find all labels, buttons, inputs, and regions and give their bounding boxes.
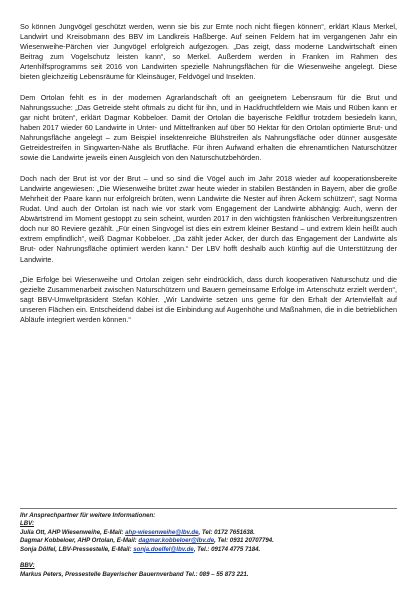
contact-phone: , Tel: 0931 20707794. [214,537,274,545]
contact-text: Julia Ott, AHP Wiesenweihe, E-Mail: [20,528,126,536]
contact-phone: , Tel: 0172 7651638. [198,528,255,536]
contact-text: Sonja Dölfel, LBV-Pressestelle, E-Mail: [20,545,134,553]
paragraph-wiesenweihe: So können Jungvögel geschützt werden, wenn sie bis zur Ernte noch nicht fliegen können“, erklärt Klaus Merkel, Landwirt und Kreisobmann des BBV im Landkreis Haßberge. Auf seinen Feldern hat im vergangenen Jahr ein Wiesenweihe-Pärchen vier Jungvögel erfolgreich aufgezogen. „Das zeigt, dass moderne Landwirtschaft einen Beitrag zum Vogelschutz leisten kann“, so Merkel. Außerdem werden in Franken im Rahmen des Artenhilfsprogramms seit 2016 von Landwirten spezielle Nahrungsflächen für die Wiesenweihe angelegt. Diese bieten gleichzeitig Lebensräume für Kleinsäuger, Feldvögel und Insekten. [20,22,397,82]
contact-markus-peters: Markus Peters, Pressestelle Bayerischer Bauernverband Tel.: 089 – 55 873 221. [20,570,249,578]
contacts-heading: Ihr Ansprechpartner für weitere Informationen: [20,512,156,519]
article-body [20,22,397,336]
email-link[interactable]: sonja.doelfel@lbv.de [133,545,194,553]
lbv-label: LBV: [20,520,34,528]
contacts-spacer [20,554,410,562]
contacts-divider [20,508,397,509]
contact-sonja-doelfel [20,546,410,554]
email-link[interactable]: dagmar.kobbeloer@lbv.de [138,537,215,545]
contact-julia-ott [20,529,410,537]
paragraph-brut-2018: Doch nach der Brut ist vor der Brut – und so sind die Vögel auch im Jahr 2018 wieder auf kooperationsbereite Landwirte angewiesen: „Die Wiesenweihe brütet zwar heute wieder in stabilen Beständen in Bayern, aber die große Mehrheit der Paare kann nur erfolgreich brüten, wenn Landwirte die Nester auf ihren Äckern schützen“, sagt Norma Rudat. Und auch der Ortolan ist nach wie vor stark vom Engagement der Landwirte abhängig: Auch, wenn der Abwärtstrend im Moment gestoppt zu sein scheint, wurden 2017 in den wichtigsten fränkischen Verbreitungszentren doch nur 80 Reviere gezählt. „Für einen Singvogel ist dies ein extrem kleiner Bestand – und extrem klein heißt auch extrem empfindlich“, weiß Dagmar Kobbeloer. „Da zählt jeder Acker, der durch das Engagement der Landwirte als Brut- oder Nahrungsfläche optimiert werden kann.“ Der LBV hofft deshalb auch künftig auf die Unterstützung der Landwirte. [20,173,397,264]
paragraph-ortolan: Dem Ortolan fehlt es in der modernen Agrarlandschaft oft an geeignetem Lebensraum für die Brut und Nahrungssuche: „Das Getreide steht oftmals zu dicht für ihn, und in Hackfruchtfeldern wie Mais und Rüben kann er gar nicht brüten“, erklärt Dagmar Kobbeloer. Damit der Ortolan die bayerische Feldflur trotzdem besiedeln kann, haben 2017 wieder 60 Landwirte in Unter- und Mittelfranken auf über 50 Hektar für den Ortolan optimierte Brut- und Nahrungsfläche angelegt – zum Beispiel insektenreiche Blühstreifen als Nahrungsfläche oder dünner ausgesäte Getreidestreifen in Singwarten-Nähe als Brutfläche. Für ihren Aufwand erhalten die ehrenamtlichen Naturschützer sowie die Landwirte jeweils einen Ausgleich von den Naturschutzbehörden. [20,92,397,163]
bbv-label: BBV: [20,562,35,570]
contact-dagmar-kobbeloer [20,537,410,545]
contact-section [20,512,410,579]
contact-phone: , Tel.: 09174 4775 7184. [193,545,261,553]
email-link[interactable]: ahp-wiesenweihe@lbv.de [125,528,199,536]
paragraph-kooperation: „Die Erfolge bei Wiesenweihe und Ortolan zeigen sehr eindrücklich, dass durch kooperativen Naturschutz und die gezielte Zusammenarbeit zwischen Naturschützern und Bauern gemeinsame Erfolge im Artenschutz erzielt werden“, sagt BBV-Umweltpräsident Stefan Köhler. „Wir Landwirte setzen uns gerne für den Erhalt der Artenvielfalt auf unseren Flächen ein. Entscheidend dabei ist die Einbindung auf Augenhöhe und Maßnahmen, die in die betrieblichen Abläufe integriert werden können.“ [20,274,397,325]
contact-text: Dagmar Kobbeloer, AHP Ortolan, E-Mail: [20,537,139,545]
